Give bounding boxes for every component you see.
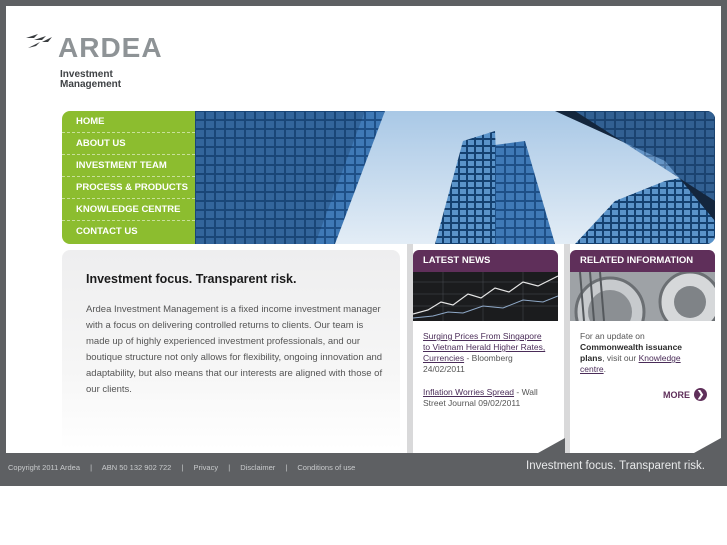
- related-text: For an update on: [580, 331, 645, 341]
- main-nav: [62, 111, 195, 244]
- latest-news-body: [413, 321, 558, 419]
- footer-tagline: Investment focus. Transparent risk.: [526, 460, 705, 472]
- news-source: - Bloomberg 24/02/2011: [423, 353, 513, 374]
- market-chart-illustration: [413, 272, 558, 321]
- gear-image: [570, 272, 715, 321]
- footer-corner-decoration: [538, 438, 565, 454]
- footer-corner-decoration: [694, 438, 721, 454]
- intro-section: [62, 250, 400, 450]
- brand-subtitle: [60, 70, 121, 90]
- related-text: , visit our: [602, 353, 639, 363]
- news-link[interactable]: Inflation Worries Spread: [423, 387, 515, 397]
- nav-item-about-us[interactable]: ABOUT US: [62, 133, 195, 155]
- intro-body: Ardea Investment Management is a fixed income investment manager with a focus on delivering controlled returns to clients. Our team is made up of highly experienced investment professionals, and our boutique structure not only allows for flexibility, ongoing innovation and adaptability, but also means that our interests are aligned with those of our clients.: [86, 304, 383, 395]
- footer-copyright: Copyright 2011 Ardea: [8, 463, 80, 472]
- nav-item-home[interactable]: HOME: [62, 111, 195, 133]
- footer-separator: |: [228, 463, 231, 472]
- nav-item-investment-team[interactable]: INVESTMENT TEAM: [62, 155, 195, 177]
- news-source: - Wall Street Journal 09/02/2011: [423, 387, 538, 408]
- related-information-title: RELATED INFORMATION: [570, 250, 715, 272]
- skyscrapers-illustration: [195, 111, 715, 244]
- footer-abn: ABN 50 132 902 722: [101, 463, 172, 472]
- news-item: [423, 331, 548, 375]
- chevron-right-icon: ❯: [694, 388, 707, 401]
- gears-illustration: [570, 272, 715, 321]
- related-text: .: [603, 364, 606, 374]
- footer-privacy-link[interactable]: Privacy: [193, 463, 219, 472]
- hero-image: [195, 111, 715, 244]
- news-link[interactable]: Surging Prices From Singapore to Vietnam Herald Higher Rates, Currencies: [423, 331, 546, 363]
- related-information-body: [570, 321, 715, 385]
- brand-subtitle-line2: Management: [60, 79, 122, 90]
- intro-heading: Investment focus. Transparent risk.: [86, 272, 297, 286]
- related-bold-text: Commonwealth issuance plans: [580, 342, 683, 363]
- related-information-panel: [570, 250, 715, 453]
- nav-item-knowledge-centre[interactable]: KNOWLEDGE CENTRE: [62, 199, 195, 221]
- footer-separator: |: [181, 463, 184, 472]
- footer-links: [8, 463, 363, 472]
- footer-separator: |: [285, 463, 288, 472]
- stock-chart-image: [413, 272, 558, 321]
- knowledge-centre-link[interactable]: Knowledge centre: [580, 353, 681, 374]
- footer-disclaimer-link[interactable]: Disclaimer: [240, 463, 276, 472]
- nav-item-process-products[interactable]: PROCESS & PRODUCTS: [62, 177, 195, 199]
- news-item: [423, 387, 548, 409]
- brand-subtitle-line1: Investment: [60, 69, 113, 80]
- latest-news-title: LATEST NEWS: [413, 250, 558, 272]
- footer-conditions-link[interactable]: Conditions of use: [297, 463, 356, 472]
- latest-news-panel: [413, 250, 558, 453]
- brand-name: ARDEA: [58, 32, 163, 63]
- more-label: MORE: [663, 389, 690, 400]
- footer-separator: |: [90, 463, 93, 472]
- nav-item-contact-us[interactable]: CONTACT US: [76, 226, 138, 237]
- more-button[interactable]: [663, 388, 707, 401]
